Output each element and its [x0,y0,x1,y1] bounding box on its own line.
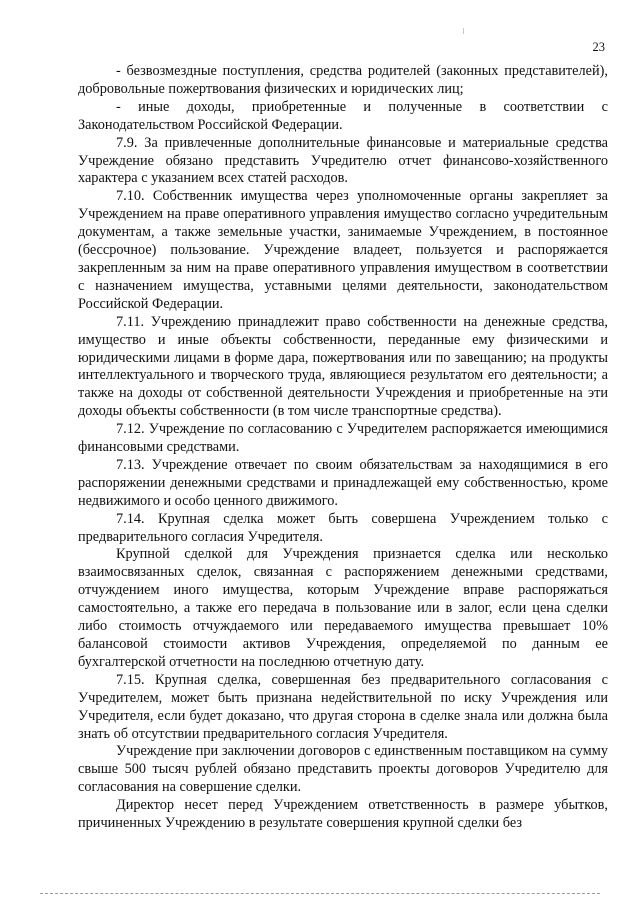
document-body [78,63,608,833]
footer-divider [40,893,600,894]
paragraph-7-14: 7.14. Крупная сделка может быть совершена Учреждением только с предварительного согласия Учредителя. [78,510,608,545]
paragraph-bullet-donations: - безвозмездные поступления, средства родителей (законных представителей), добровольные пожертвования физических и юридических лиц; [78,63,608,97]
paragraph-7-15: 7.15. Крупная сделка, совершенная без предварительного согласования с Учредителем, может быть признана недействительной по иску Учреждения или Учредителя, если будет доказано, что другая сторона в сделке знала или должна была знать об отсутствии предварительного согласия Учредителя. [78,671,608,742]
paragraph-7-12: 7.12. Учреждение по согласованию с Учредителем распоряжается имеющимися финансовыми средствами. [78,421,608,456]
scan-artifact [463,28,464,34]
paragraph-7-10: 7.10. Собственник имущества через уполномоченные органы закрепляет за Учреждением на праве оперативного управления имущество согласно учредительным документам, а также земельные участки, занимаемые Учреждением, в постоянное (бессрочное) пользование. Учреждение владеет, пользуется и распоряжается закрепленным за ним на праве оперативного управления имуществом в соответствии с назначением имущества, уставными целями деятельности, законодательством Российской Федерации. [78,188,608,312]
paragraph-bullet-other-income: - иные доходы, приобретенные и полученные в соответствии с Законодательством Российской Федерации. [78,98,608,133]
paragraph-single-supplier: Учреждение при заключении договоров с единственным поставщиком на сумму свыше 500 тысяч рублей обязано представить проекты договоров Учредителю для согласования на совершение сделки. [78,743,608,796]
paragraph-7-9: 7.9. За привлеченные дополнительные финансовые и материальные средства Учреждение обязано представить Учредителю отчет финансово-хозяйственного характера с указанием всех статей расходов. [78,134,608,187]
paragraph-7-13: 7.13. Учреждение отвечает по своим обязательствам за находящимися в его распоряжении денежными средствами и принадлежащей ему собственностью, кроме недвижимого и особо ценного движимого. [78,456,608,509]
page-number: 23 [592,40,605,54]
paragraph-director-liability: Директор несет перед Учреждением ответственность в размере убытков, причиненных Учреждению в результате совершения крупной сделки без [78,797,608,832]
paragraph-large-deal-definition: Крупной сделкой для Учреждения признается сделка или несколько взаимосвязанных сделок, связанная с распоряжением денежными средствами, отчуждением иного имущества, которым Учреждение вправе распоряжаться самостоятельно, а также его передача в пользование или в залог, если цена сделки либо стоимость отчуждаемого или передаваемого имущества превышает 10% балансовой стоимости активов Учреждения, определяемой по данным ее бухгалтерской отчетности на последнюю отчетную дату. [78,546,608,670]
paragraph-7-11: 7.11. Учреждению принадлежит право собственности на денежные средства, имущество и иные объекты собственности, переданные ему физическими и юридическими лицами в форме дара, пожертвования или по завещанию; на продукты интеллектуального и творческого труда, являющиеся результатом его деятельности; а также на доходы от собственной деятельности Учреждения и приобретенные на эти доходы объекты собственности (в том числе транспортные средства). [78,313,608,420]
